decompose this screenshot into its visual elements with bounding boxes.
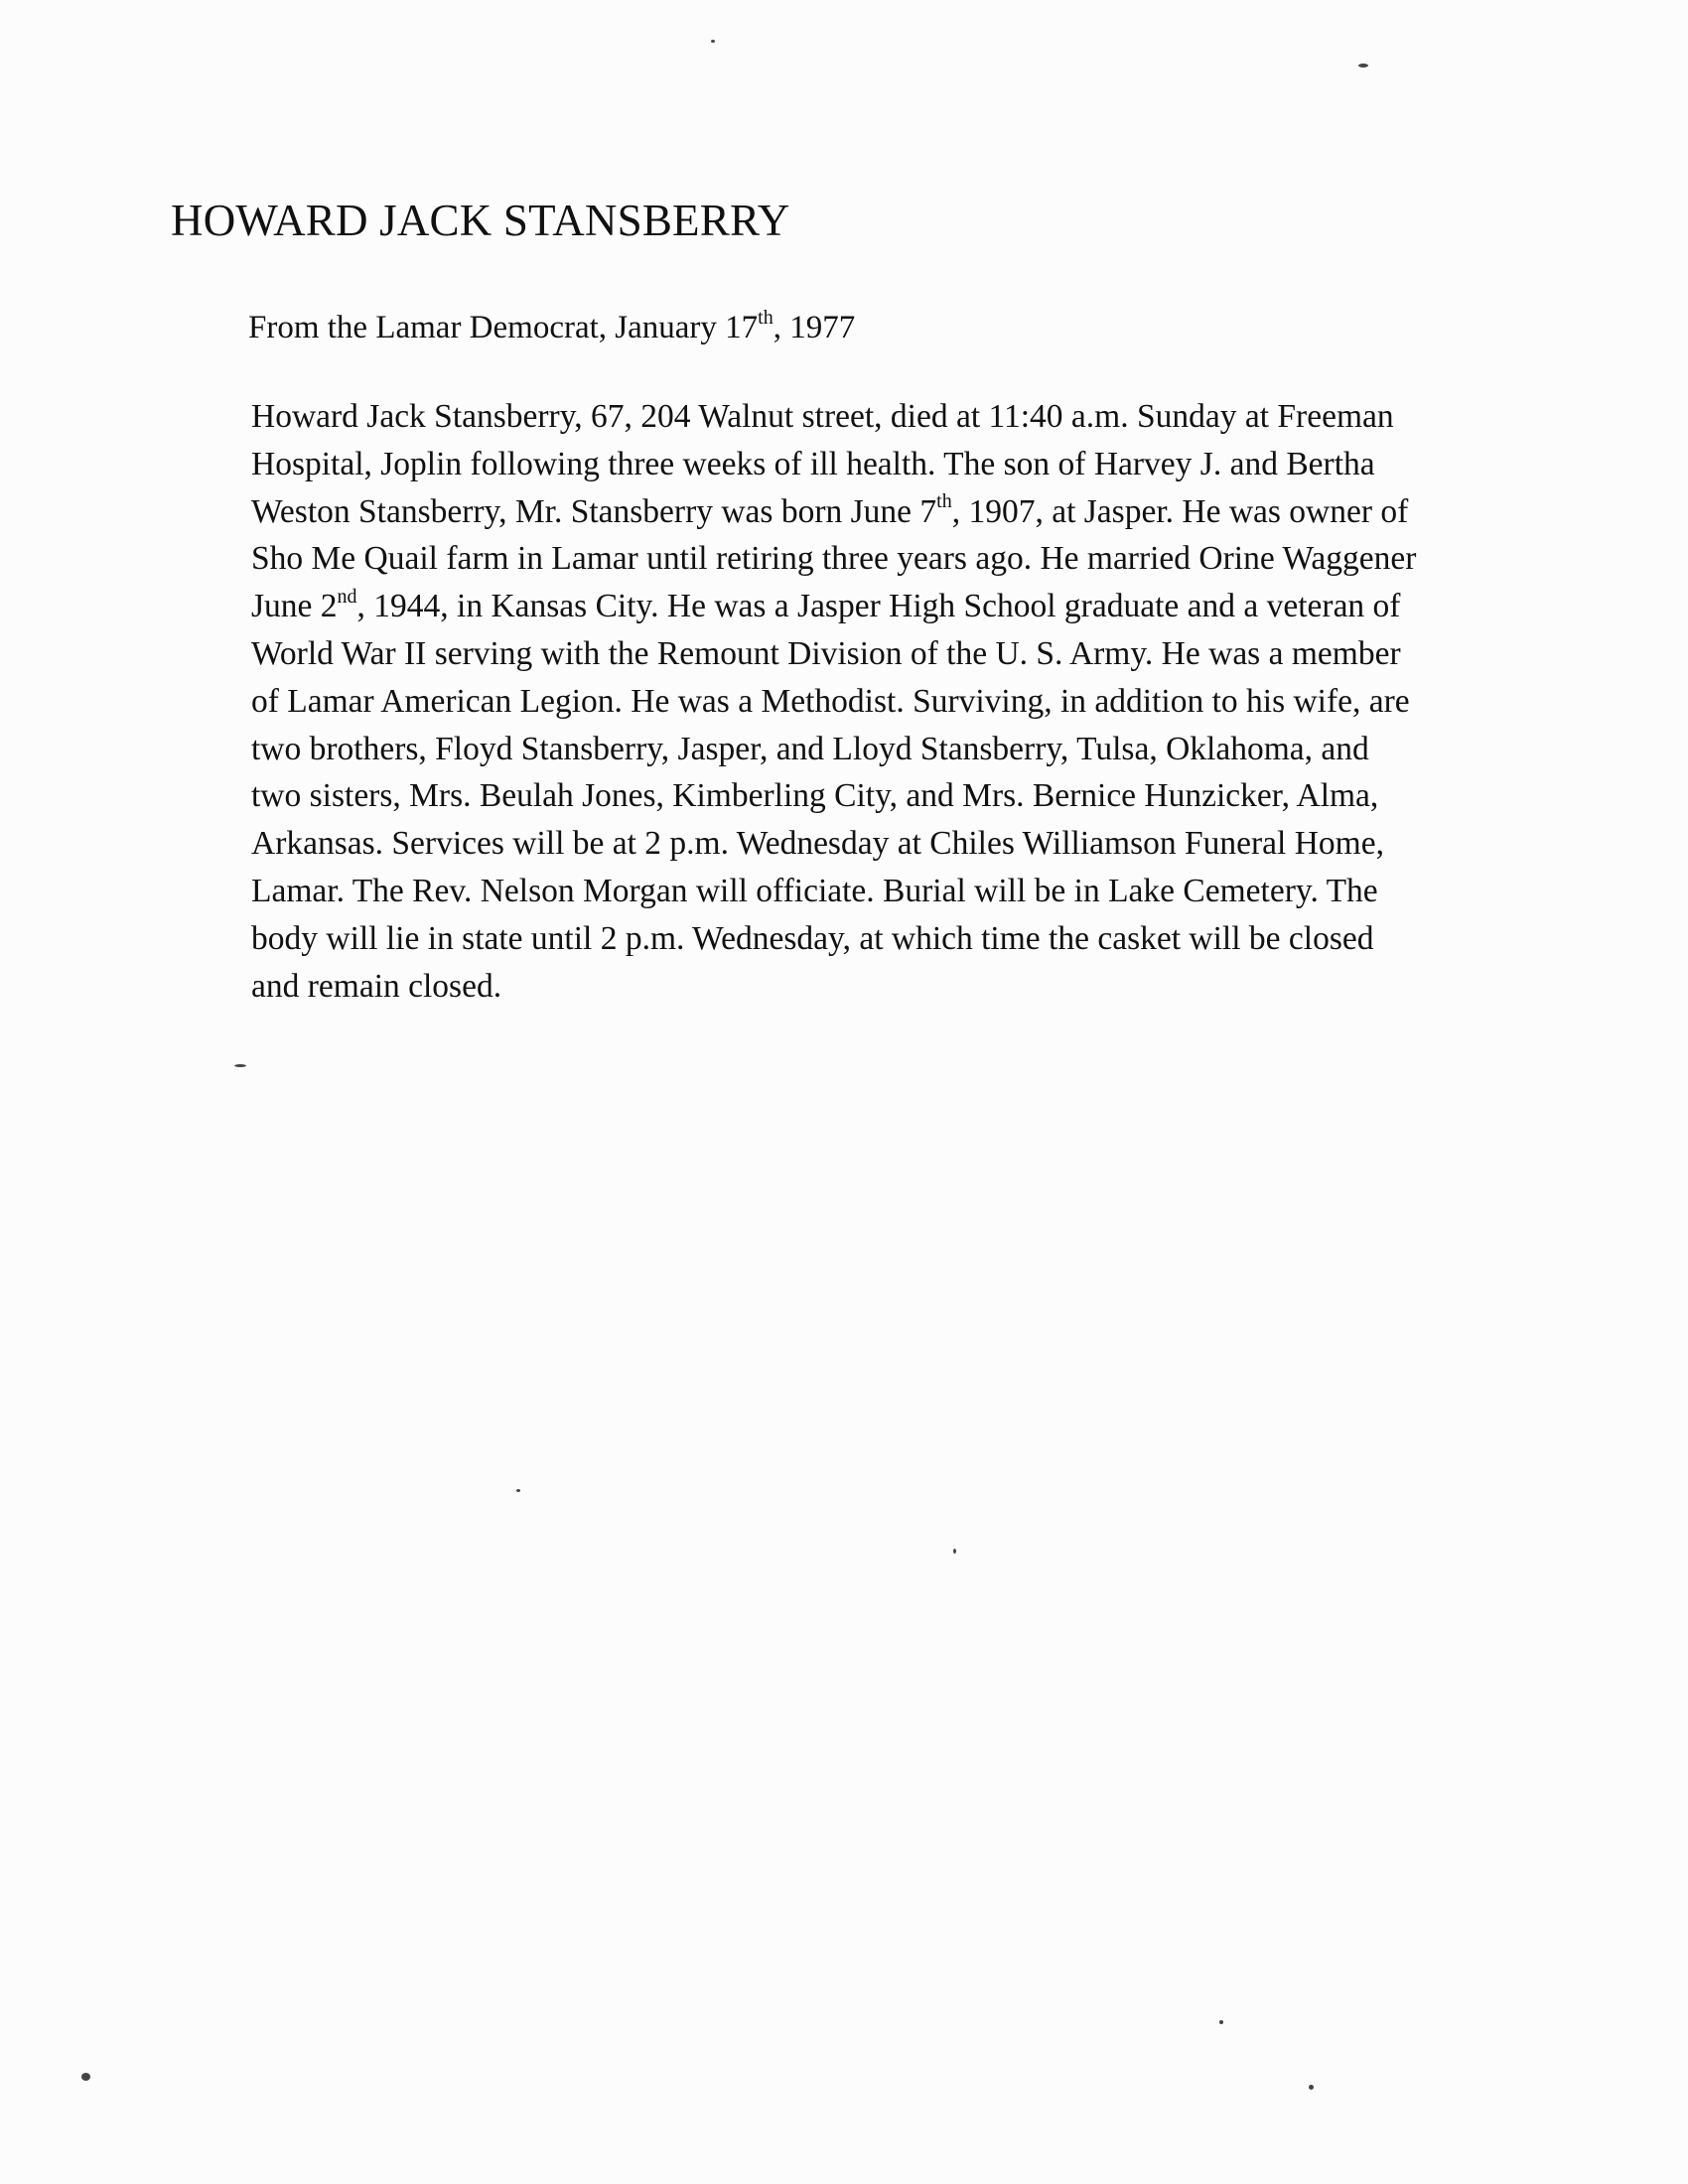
source-line: [248, 307, 856, 346]
body-line: [251, 630, 1416, 678]
obituary-body: [251, 393, 1416, 1010]
body-text: World War II serving with the Remount Division of the U. S. Army. He was a member: [251, 634, 1401, 672]
body-text: of Lamar American Legion. He was a Methodist. Surviving, in addition to his wife, are: [251, 682, 1410, 720]
body-line: [251, 678, 1416, 726]
page-title: HOWARD JACK STANSBERRY: [171, 196, 790, 245]
body-text: Howard Jack Stansberry, 67, 204 Walnut street, died at 11:40 a.m. Sunday at Freeman: [251, 398, 1394, 435]
body-line: [251, 488, 1416, 536]
body-text: , 1907, at Jasper. He was owner of: [951, 492, 1409, 530]
body-text: and remain closed.: [251, 967, 502, 1005]
body-line: [251, 393, 1416, 441]
body-text: Sho Me Quail farm in Lamar until retiring three years ago. He married Orine Waggener: [251, 540, 1417, 578]
body-text: two brothers, Floyd Stansberry, Jasper, and Lloyd Stansberry, Tulsa, Oklahoma, and: [251, 730, 1369, 767]
ordinal-superscript: th: [936, 490, 952, 513]
body-text: June 2: [251, 588, 338, 625]
body-line: [251, 535, 1416, 583]
body-line: [251, 915, 1416, 963]
body-line: [251, 726, 1416, 773]
ordinal-superscript: nd: [337, 586, 357, 609]
body-text: body will lie in state until 2 p.m. Wednesday, at which time the casket will be closed: [251, 919, 1374, 957]
body-line: [251, 963, 1416, 1011]
body-line: [251, 772, 1416, 820]
body-text: Arkansas. Services will be at 2 p.m. Wednesday at Chiles Williamson Funeral Home,: [251, 825, 1384, 863]
body-line: [251, 583, 1416, 630]
body-text: Hospital, Joplin following three weeks of ill health. The son of Harvey J. and Bertha: [251, 445, 1375, 482]
body-text: , 1944, in Kansas City. He was a Jasper High School graduate and a veteran of: [356, 588, 1401, 625]
body-line: [251, 441, 1416, 488]
body-line: [251, 868, 1416, 915]
body-text: Weston Stansberry, Mr. Stansberry was born June 7: [251, 492, 937, 530]
body-text: Lamar. The Rev. Nelson Morgan will officiate. Burial will be in Lake Cemetery. The: [251, 872, 1378, 909]
body-text: two sisters, Mrs. Beulah Jones, Kimberling City, and Mrs. Bernice Hunzicker, Alma,: [251, 777, 1379, 815]
source-text-end: , 1977: [773, 310, 856, 345]
body-line: [251, 820, 1416, 868]
source-superscript: th: [758, 307, 774, 329]
source-text: From the Lamar Democrat, January 17: [248, 310, 759, 345]
